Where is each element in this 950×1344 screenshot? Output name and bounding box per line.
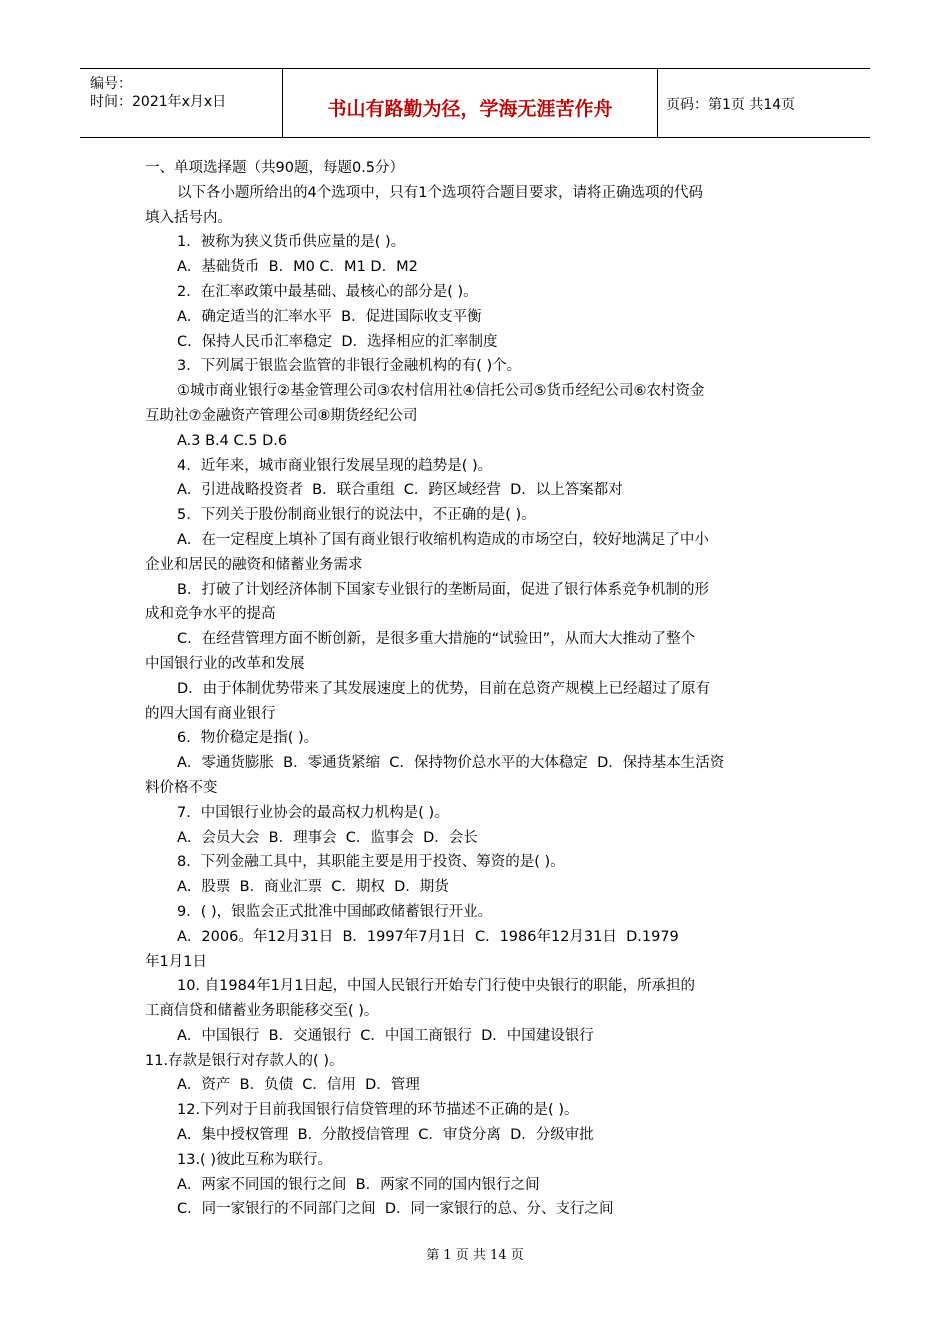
text-line: A．零通货膨胀 B．零通货紧缩 C．保持物价总水平的大体稳定 D．保持基本生活资 (177, 755, 725, 772)
text-line: 3．下列属于银监会监管的非银行金融机构的有( )个。 (177, 358, 522, 375)
text-line: 4．近年来，城市商业银行发展呈现的趋势是( )。 (177, 457, 493, 474)
text-line: C．同一家银行的不同部门之间 D．同一家银行的总、分、支行之间 (177, 1201, 614, 1218)
text-line: B．打破了计划经济体制下国家专业银行的垄断局面，促进了银行体系竞争机制的形 (177, 581, 709, 598)
header-motto-cell (283, 69, 658, 137)
page-header (80, 68, 870, 138)
text-line: 料价格不变 (145, 779, 218, 796)
document-date: 时间：2021年x月x日 (90, 94, 227, 110)
text-line: 13.( )彼此互称为联行。 (177, 1151, 332, 1168)
text-line: ①城市商业银行②基金管理公司③农村信用社④信托公司⑤货币经纪公司⑥农村资金 (177, 383, 705, 400)
text-line: 互助社⑦金融资产管理公司⑧期货经纪公司 (145, 407, 418, 424)
header-page-cell (658, 69, 870, 137)
text-line: A．股票 B．商业汇票 C．期权 D．期货 (177, 879, 449, 896)
text-line: 2．在汇率政策中最基础、最核心的部分是( )。 (177, 283, 478, 300)
text-line: 5．下列关于股份制商业银行的说法中，不正确的是( )。 (177, 507, 536, 524)
text-line: A．集中授权管理 B．分散授信管理 C．审贷分离 D．分级审批 (177, 1127, 594, 1144)
text-line: 6．物价稳定是指( )。 (177, 730, 319, 747)
text-line: A．引进战略投资者 B．联合重组 C．跨区域经营 D．以上答案都对 (177, 482, 623, 499)
text-line: 企业和居民的融资和储蓄业务需求 (145, 556, 363, 573)
text-line: 7．中国银行业协会的最高权力机构是( )。 (177, 804, 449, 821)
text-line: 一、单项选择题（共90题，每题0.5分） (145, 160, 405, 176)
text-line: 填入括号内。 (145, 209, 232, 226)
text-line: 11.存款是银行对存款人的( )。 (145, 1052, 344, 1069)
text-line: A．会员大会 B．理事会 C．监事会 D．会长 (177, 829, 478, 846)
text-line: A．两家不同国的银行之间 B．两家不同的国内银行之间 (177, 1176, 540, 1193)
text-line: A．基础货币 B．M0 C．M1 D．M2 (177, 259, 418, 276)
text-line: 中国银行业的改革和发展 (145, 655, 305, 672)
text-line: 10. 自1984年1月1日起，中国人民银行开始专门行使中央银行的职能，所承担的 (177, 978, 696, 995)
page-footer: 第 1 页 共 14 页 (426, 1248, 524, 1263)
text-line: C．保持人民币汇率稳定 D．选择相应的汇率制度 (177, 333, 498, 350)
text-line: 12.下列对于目前我国银行信贷管理的环节描述不正确的是( )。 (177, 1102, 579, 1119)
text-line: A．资产 B．负债 C．信用 D．管理 (177, 1077, 420, 1094)
text-line: A．中国银行 B．交通银行 C．中国工商银行 D．中国建设银行 (177, 1027, 594, 1044)
text-line: 成和竞争水平的提高 (145, 606, 276, 623)
text-line: 8．下列金融工具中，其职能主要是用于投资、筹资的是( )。 (177, 854, 565, 871)
text-line: 年1月1日 (145, 953, 207, 970)
exam-body (145, 156, 810, 1222)
text-line: A．确定适当的汇率水平 B．促进国际收支平衡 (177, 308, 482, 325)
text-line: 以下各小题所给出的4个选项中，只有1个选项符合题目要求，请将正确选项的代码 (177, 184, 703, 201)
text-line: C．在经营管理方面不断创新，是很多重大措施的“试验田”，从而大大推动了整个 (177, 631, 696, 648)
text-line: A．在一定程度上填补了国有商业银行收缩机构造成的市场空白，较好地满足了中小 (177, 531, 709, 548)
text-line: A.3 B.4 C.5 D.6 (177, 432, 288, 449)
header-motto: 书山有路勤为径，学海无涯苦作舟 (327, 98, 613, 120)
text-line: 工商信贷和储蓄业务职能移交至( )。 (145, 1003, 379, 1020)
header-meta-cell (80, 69, 283, 137)
text-line: A．2006。年12月31日 B．1997年7月1日 C．1986年12月31日 D.1979 (177, 928, 679, 945)
header-page-info: 页码：第1页 共14页 (666, 97, 796, 113)
text-line: 1．被称为狭义货币供应量的是( )。 (177, 234, 406, 251)
text-line: 的四大国有商业银行 (145, 705, 276, 722)
text-line: 9．( )，银监会正式批准中国邮政储蓄银行开业。 (177, 903, 493, 920)
document-number-label: 编号： (90, 76, 132, 92)
text-line: D．由于体制优势带来了其发展速度上的优势，目前在总资产规模上已经超过了原有 (177, 680, 711, 697)
